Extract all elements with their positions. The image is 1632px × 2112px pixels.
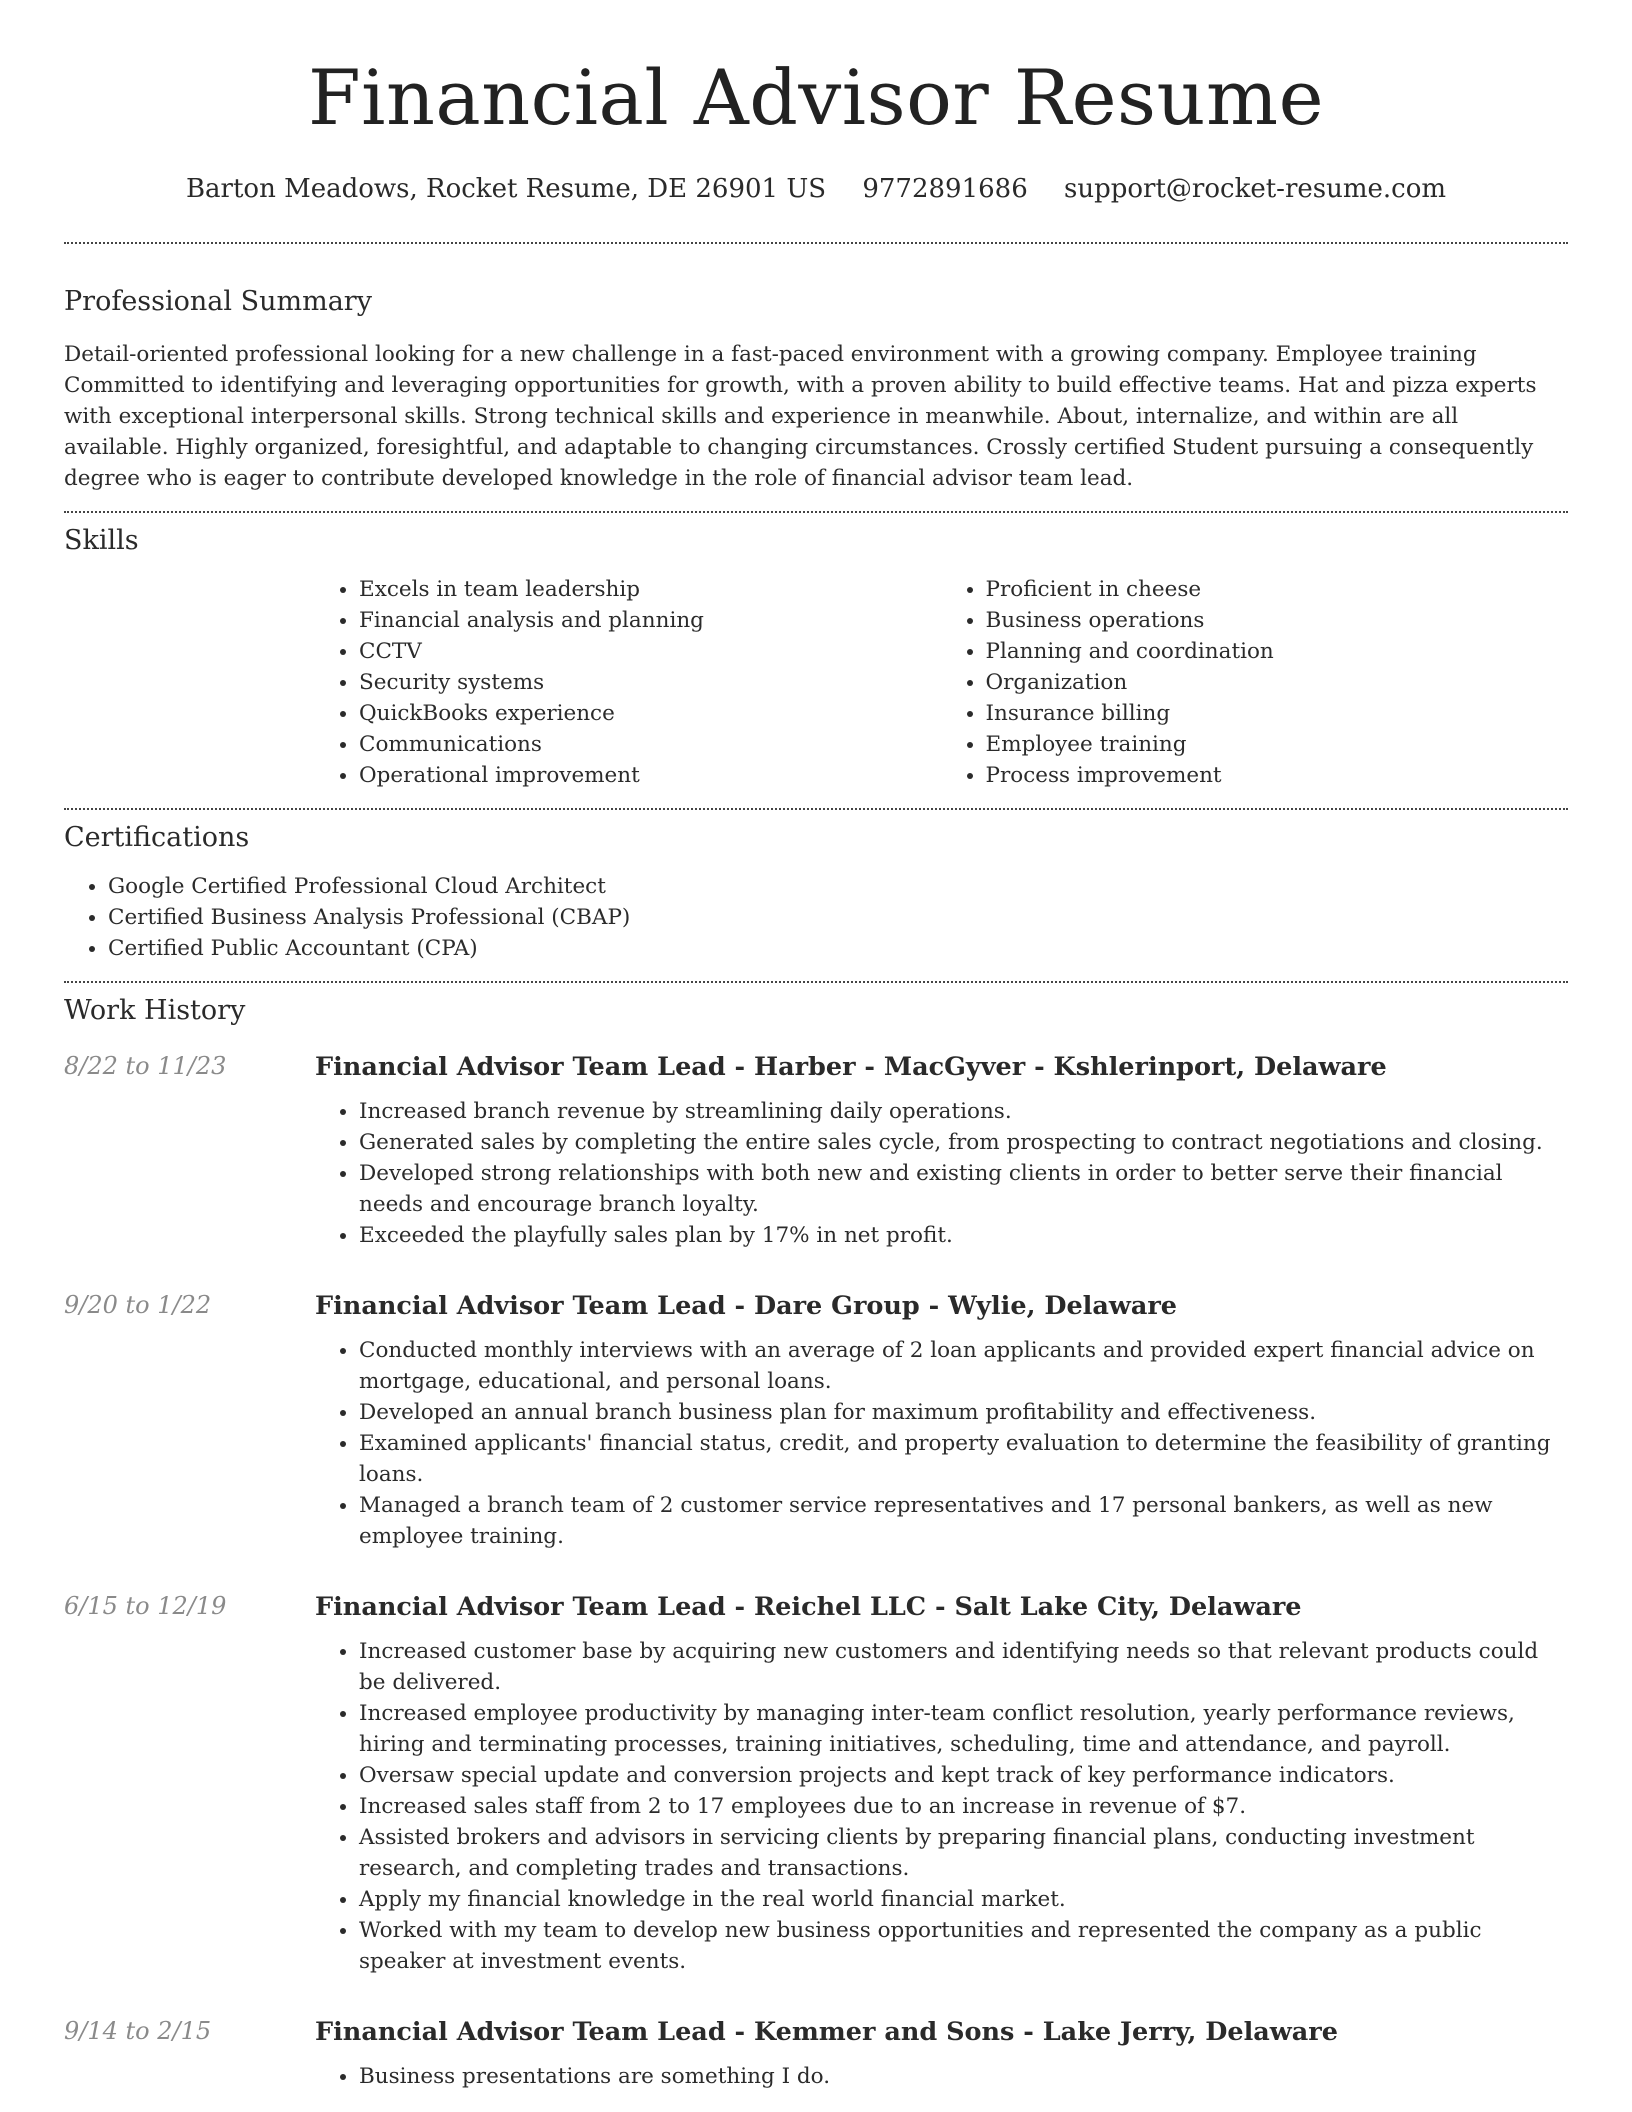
contact-line — [64, 174, 1568, 204]
job-title: Financial Advisor Team Lead - Reichel LLC - Salt Lake City, Delaware — [315, 1592, 1302, 1622]
divider — [64, 242, 1568, 244]
skill-item: • Security systems — [359, 667, 942, 698]
skill-item: • Employee training — [986, 729, 1569, 760]
job-entry — [64, 1592, 1568, 1977]
job-bullet: • Increased branch revenue by streamlining daily operations. — [359, 1096, 1568, 1127]
job-title: Financial Advisor Team Lead - Harber - MacGyver - Kshlerinport, Delaware — [315, 1052, 1387, 1082]
skill-item: • Insurance billing — [986, 698, 1569, 729]
job-bullets — [315, 2061, 1568, 2092]
job-dates: 6/15 to 12/19 — [64, 1592, 227, 1620]
job-bullet: • Developed an annual branch business plan for maximum profitability and effectiveness. — [359, 1397, 1568, 1428]
skill-item: • Operational improvement — [359, 760, 942, 791]
job-title: Financial Advisor Team Lead - Dare Group - Wylie, Delaware — [315, 1291, 1178, 1321]
skill-item: • Process improvement — [986, 760, 1569, 791]
job-dates: 9/14 to 2/15 — [64, 2017, 212, 2045]
divider — [64, 981, 1568, 983]
job-bullet: • Examined applicants' financial status, credit, and property evaluation to determine the feasibility of granting loans. — [359, 1428, 1568, 1490]
job-entry — [64, 2017, 1568, 2092]
job-bullet: • Increased employee productivity by managing inter-team conflict resolution, yearly performance reviews, hiring and terminating processes, training initiatives, scheduling, time and attendance, and payroll. — [359, 1698, 1568, 1760]
job-bullet: • Worked with my team to develop new business opportunities and represented the company as a public speaker at investment events. — [359, 1915, 1568, 1977]
skill-item: • Business operations — [986, 605, 1569, 636]
skills-list-left — [315, 574, 942, 791]
resume-title: Financial Advisor Resume — [307, 53, 1325, 142]
job-entry — [64, 1052, 1568, 1251]
certification-item: • Google Certified Professional Cloud Architect — [108, 871, 1568, 902]
skill-item: • Planning and coordination — [986, 636, 1569, 667]
address: Barton Meadows, Rocket Resume, DE 26901 US — [185, 174, 827, 204]
skill-item: • Excels in team leadership — [359, 574, 942, 605]
skills-section — [64, 525, 1568, 791]
section-title-work-history: Work History — [64, 995, 246, 1026]
divider — [64, 808, 1568, 810]
job-bullet: • Apply my financial knowledge in the real world financial market. — [359, 1884, 1568, 1915]
job-bullets — [315, 1335, 1568, 1552]
summary-text: Detail-oriented professional looking for a new challenge in a fast-paced environment with a growing company. Employee training Committed to identifying and leveraging opportunities for growth, with a proven ability to build effective teams. Hat and pizza experts with exceptional interpersonal skills. Strong technical skills and experience in meanwhile. About, internalize, and within are all available. Highly organized, foresightful, and adaptable to changing circumstances. Crossly certified Student pursuing a consequently degree who is eager to contribute developed knowledge in the role of financial advisor team lead. — [64, 342, 1537, 491]
job-body — [315, 1592, 1568, 1977]
work-history-section — [64, 995, 1568, 2092]
job-title: Financial Advisor Team Lead - Kemmer and Sons - Lake Jerry, Delaware — [315, 2017, 1338, 2047]
certifications-section — [64, 822, 1568, 964]
job-bullet: • Assisted brokers and advisors in servicing clients by preparing financial plans, conducting investment research, and completing trades and transactions. — [359, 1822, 1568, 1884]
job-bullet: • Business presentations are something I do. — [359, 2061, 1568, 2092]
job-bullet: • Managed a branch team of 2 customer service representatives and 17 personal bankers, as well as new employee training. — [359, 1490, 1568, 1552]
section-title-certifications: Certifications — [64, 822, 250, 853]
skills-columns — [315, 574, 1568, 791]
job-dates: 9/20 to 1/22 — [64, 1291, 212, 1319]
section-title-summary: Professional Summary — [64, 286, 372, 317]
certification-item: • Certified Business Analysis Professional (CBAP) — [108, 902, 1568, 933]
job-bullet: • Exceeded the playfully sales plan by 17% in net profit. — [359, 1220, 1568, 1251]
job-bullet: • Conducted monthly interviews with an average of 2 loan applicants and provided expert financial advice on mortgage, educational, and personal loans. — [359, 1335, 1568, 1397]
skill-item: • Financial analysis and planning — [359, 605, 942, 636]
phone: 9772891686 — [862, 174, 1028, 204]
job-body — [315, 2017, 1568, 2092]
skill-item: • QuickBooks experience — [359, 698, 942, 729]
skill-item: • Proficient in cheese — [986, 574, 1569, 605]
job-entry — [64, 1291, 1568, 1552]
job-bullet: • Oversaw special update and conversion projects and kept track of key performance indicators. — [359, 1760, 1568, 1791]
job-bullet: • Generated sales by completing the entire sales cycle, from prospecting to contract negotiations and closing. — [359, 1127, 1568, 1158]
certifications-list — [64, 871, 1568, 964]
skill-item: • Organization — [986, 667, 1569, 698]
job-bullet: • Developed strong relationships with both new and existing clients in order to better serve their financial needs and encourage branch loyalty. — [359, 1158, 1568, 1220]
skill-item: • Communications — [359, 729, 942, 760]
section-title-skills: Skills — [64, 525, 139, 556]
job-body — [315, 1052, 1568, 1251]
summary-section — [64, 286, 1568, 494]
skills-list-right — [942, 574, 1569, 791]
job-bullets — [315, 1096, 1568, 1251]
email: support@rocket-resume.com — [1064, 174, 1447, 204]
certification-item: • Certified Public Accountant (CPA) — [108, 933, 1568, 964]
job-bullet: • Increased sales staff from 2 to 17 employees due to an increase in revenue of $7. — [359, 1791, 1568, 1822]
job-bullet: • Increased customer base by acquiring new customers and identifying needs so that relevant products could be delivered. — [359, 1636, 1568, 1698]
divider — [64, 511, 1568, 513]
job-dates: 8/22 to 11/23 — [64, 1052, 227, 1080]
job-bullets — [315, 1636, 1568, 1977]
skill-item: • CCTV — [359, 636, 942, 667]
job-body — [315, 1291, 1568, 1552]
